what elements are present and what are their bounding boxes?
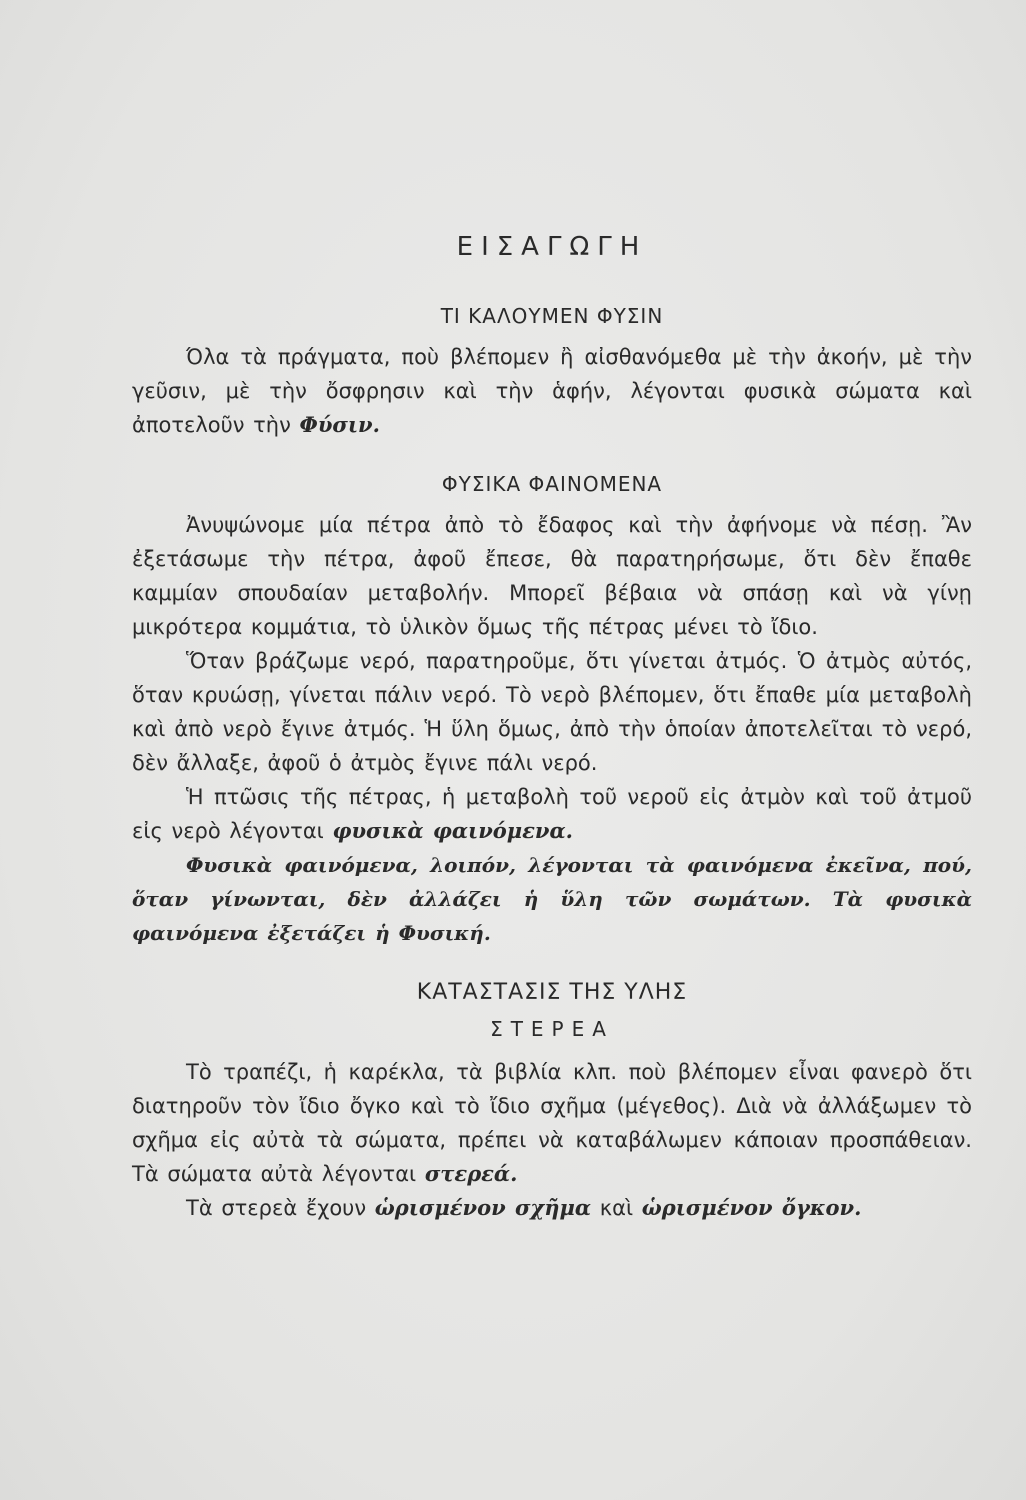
paragraph-phenomena-definition: Φυσικὰ φαινόμενα, λοιπόν, λέγονται τὰ φαινόμενα ἐκεῖνα, πού, ὅταν γίνωνται, δὲν ἀλλάζει ἡ ὕλη τῶν σωμάτων. Τὰ φυσικὰ φαινόμενα ἐξετάζει ἡ Φυσική. <box>132 853 972 945</box>
paragraph-solids-description <box>132 1055 972 1191</box>
paragraph-phenomena-summary <box>132 780 972 848</box>
emphasis-term-volume: ὡρισμένον ὄγκον. <box>641 1195 862 1220</box>
page-content <box>132 232 972 1225</box>
section-heading-states-of-matter: ΚΑΤΑΣΤΑΣΙΣ ΤΗΣ ΥΛΗΣ <box>416 980 688 1005</box>
emphasis-term-shape: ὡρισμένον σχῆμα <box>374 1195 592 1220</box>
paragraph-text: Τὸ τραπέζι, ἡ καρέκλα, τὰ βιβλία κλπ. ποὺ βλέπομεν εἶναι φανερὸ ὅτι διατηροῦν τὸν ἴδιο ὄγκο καὶ τὸ ἴδιο σχῆμα (μέγεθος). Διὰ νὰ ἀλλάξωμεν τὸ σχῆμα εἰς αὐτὰ τὰ σώματα, πρέπει νὰ καταβάλωμεν κάποιαν προσπάθειαν. Τὰ σώματα αὐτὰ λέγονται <box>132 1060 972 1186</box>
emphasis-term: φυσικὰ φαινόμενα. <box>332 818 573 843</box>
paragraph-nature-definition <box>132 340 972 442</box>
paragraph-solids-properties <box>132 1191 972 1225</box>
paragraph-text: καὶ <box>591 1196 642 1220</box>
emphasis-term: στερεά. <box>424 1161 518 1186</box>
paragraph-water-example: Ὅταν βράζωμε νερό, παρατηροῦμε, ὅτι γίνεται ἀτμός. Ὁ ἀτμὸς αὐτός, ὅταν κρυώσῃ, γίνεται πάλιν νερό. Τὸ νερὸ βλέπομεν, ὅτι ἔπαθε μία μεταβολὴ καὶ ἀπὸ νερὸ ἔγινε ἀτμός. Ἡ ὕλη ὅμως, ἀπὸ τὴν ὁποίαν ἀποτελεῖται τὸ νερό, δὲν ἄλλαξε, ἀφοῦ ὁ ἀτμὸς ἔγινε πάλι νερό. <box>132 649 972 775</box>
section-heading-physical-phenomena: ΦΥΣΙΚΑ ΦΑΙΝΟΜΕΝΑ <box>441 472 663 496</box>
paragraph-stone-example: Ἀνυψώνομε μία πέτρα ἀπὸ τὸ ἔδαφος καὶ τὴν ἀφήνομε νὰ πέσῃ. Ἂν ἐξετάσωμε τὴν πέτρα, ἀφοῦ ἔπεσε, θὰ παρατηρήσωμε, ὅτι δὲν ἔπαθε καμμίαν σπουδαίαν μεταβολήν. Μπορεῖ βέβαια νὰ σπάσῃ καὶ νὰ γίνῃ μικρότερα κομμάτια, τὸ ὑλικὸν ὅμως τῆς πέτρας μένει τὸ ἴδιο. <box>132 513 972 639</box>
section-heading-what-is-nature: ΤΙ ΚΑΛΟΥΜΕΝ ΦΥΣΙΝ <box>440 304 664 328</box>
paragraph-text: Όλα τὰ πράγματα, ποὺ βλέπομεν ἢ αἰσθανόμεθα μὲ τὴν ἀκοήν, μὲ τὴν γεῦσιν, μὲ τὴν ὄσφρησιν καὶ τὴν ἁφήν, λέγονται φυσικὰ σώματα καὶ ἀποτελοῦν τὴν <box>132 345 972 437</box>
chapter-title: ΕΙΣΑΓΩΓΗ <box>456 232 648 262</box>
subsection-heading-solids: ΣΤΕΡΕΑ <box>490 1017 614 1041</box>
paragraph-text: Τὰ στερεὰ ἔχουν <box>186 1196 375 1220</box>
emphasis-term: Φύσιν. <box>299 412 380 437</box>
paragraph-text: Ἡ πτῶσις τῆς πέτρας, ἡ μεταβολὴ τοῦ νεροῦ εἰς ἀτμὸν καὶ τοῦ ἀτμοῦ εἰς νερὸ λέγονται <box>132 785 972 843</box>
